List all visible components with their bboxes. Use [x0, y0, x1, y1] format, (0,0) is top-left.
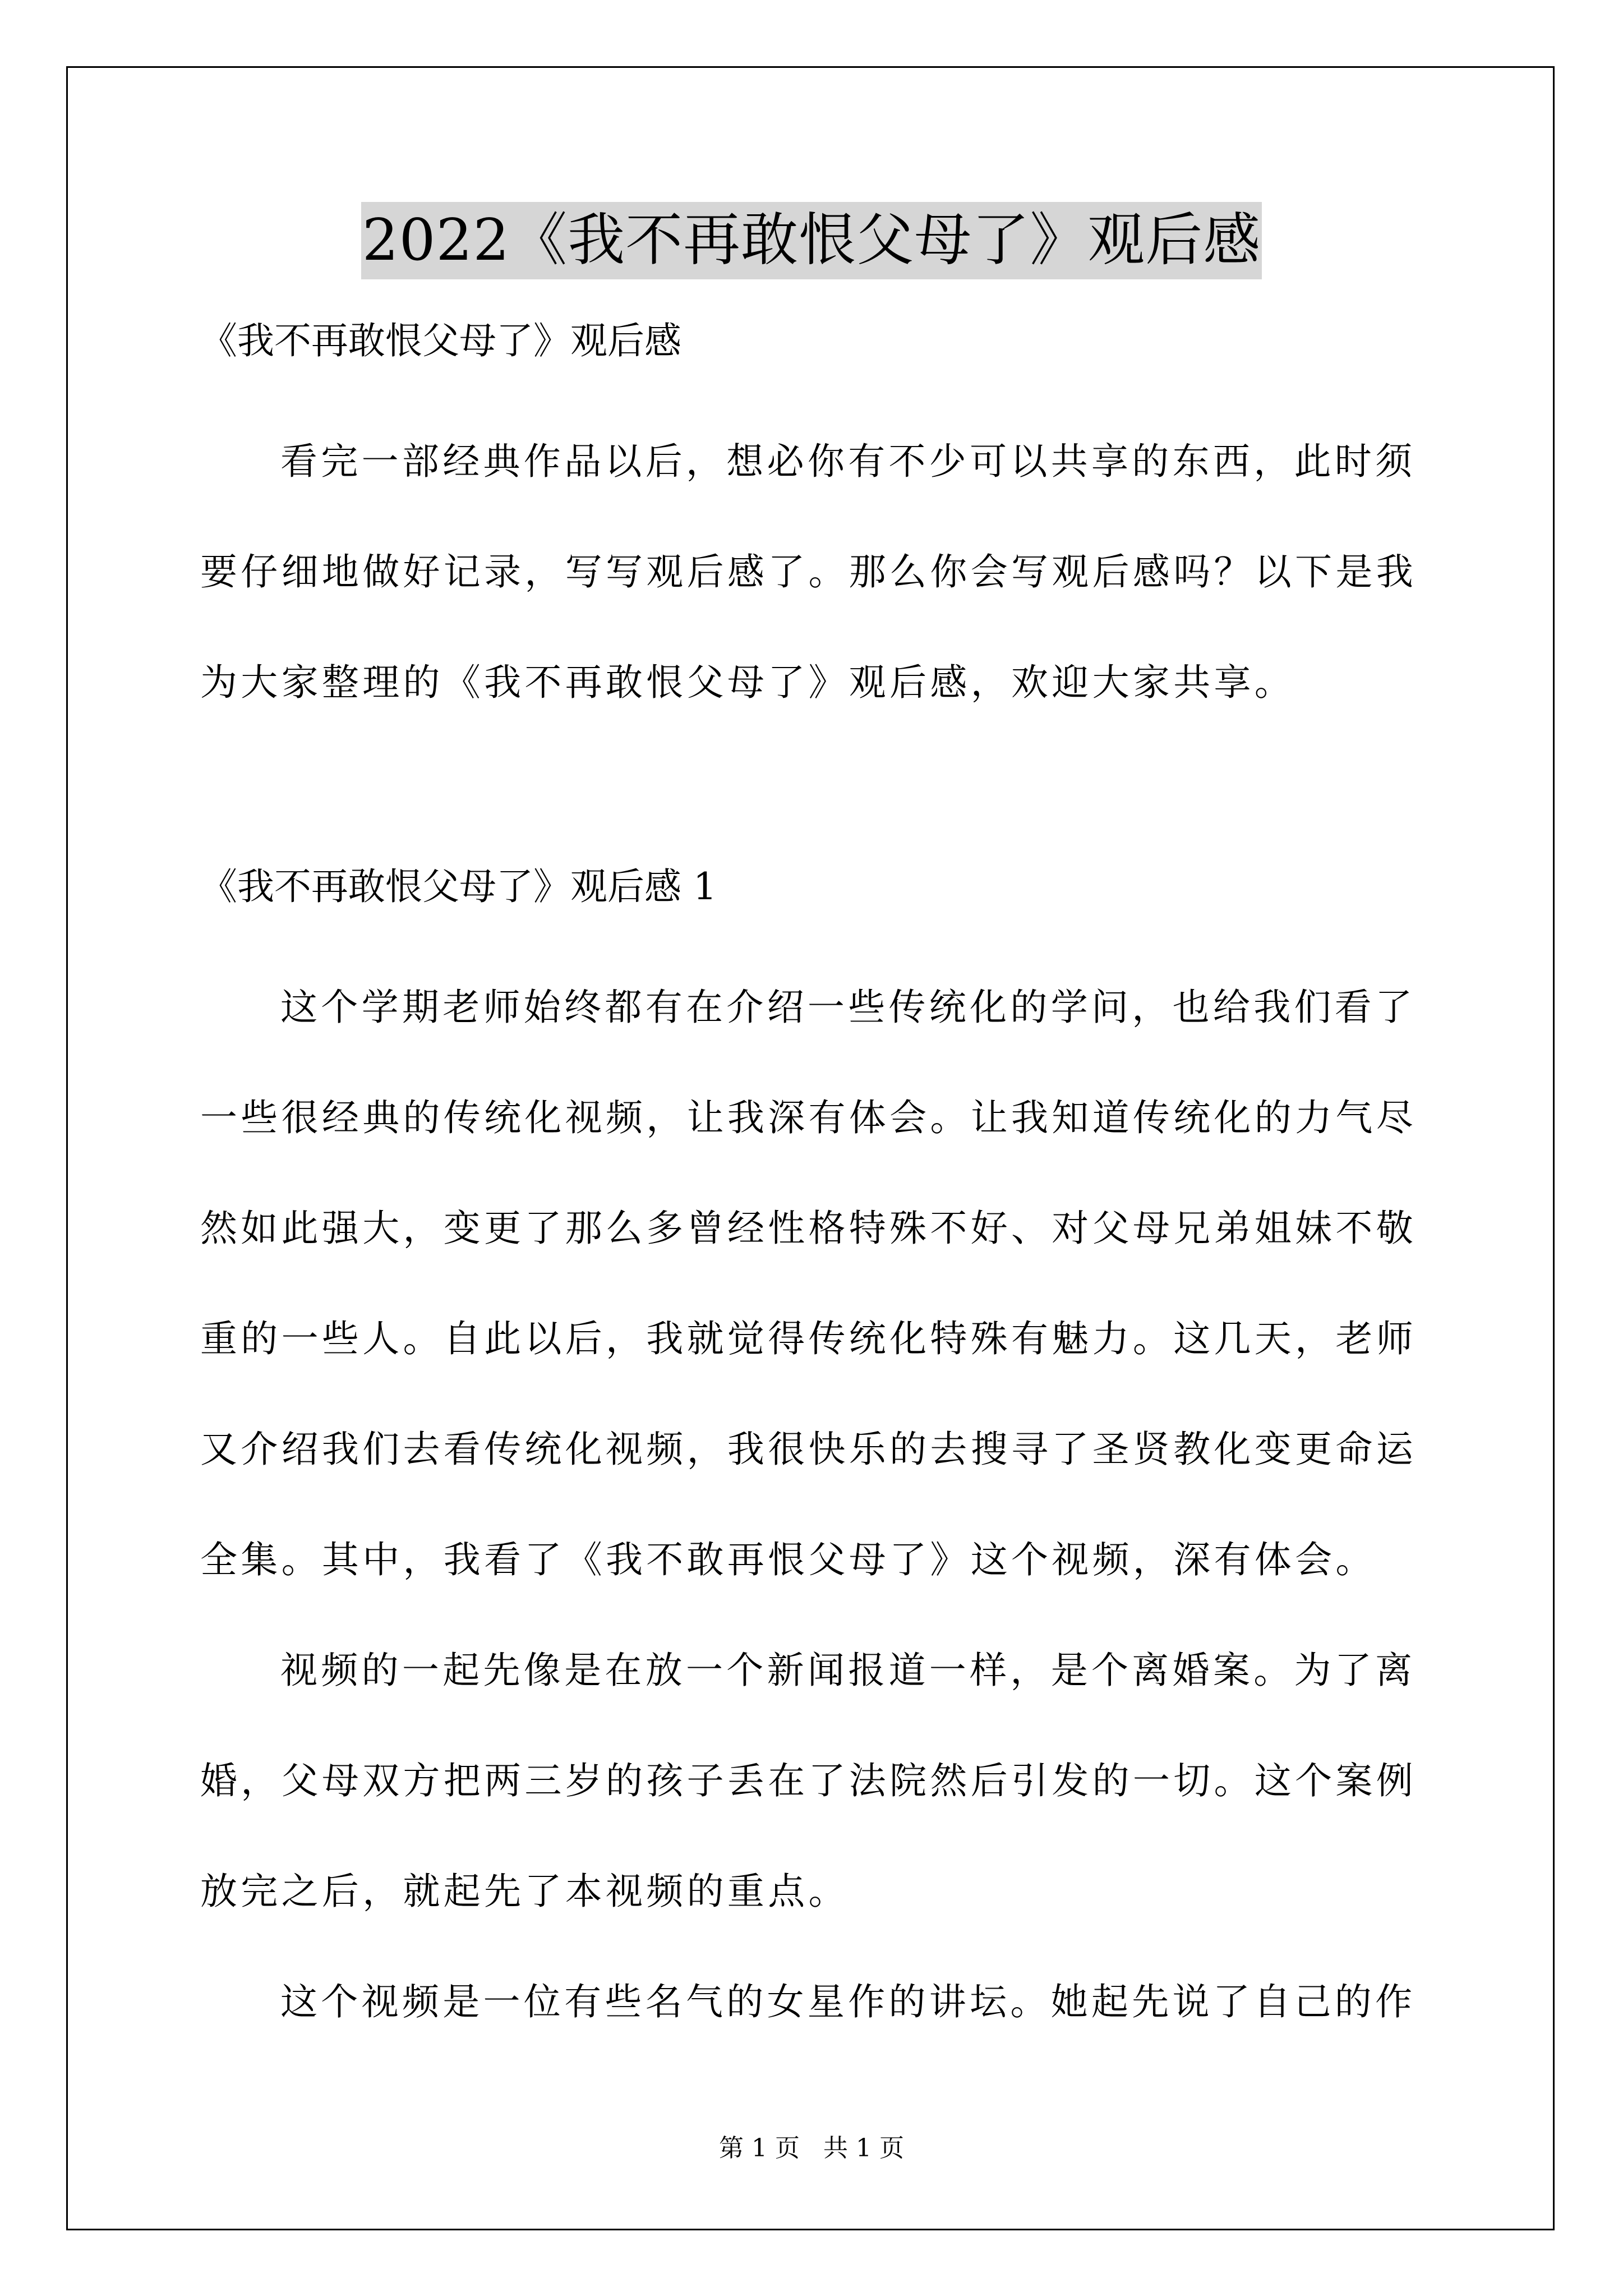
- paragraph-line: 一些很经典的传统化视频，让我深有体会。让我知道传统化的力气尽: [200, 1096, 1417, 1139]
- spacer: [200, 924, 1428, 952]
- paragraph-line: 放完之后，就起先了本视频的重点。: [200, 1870, 849, 1913]
- title-container: [0, 202, 1623, 279]
- paragraph-line: 视频的一起先像是在放一个新闻报道一样，是个离婚案。为了离: [280, 1649, 1416, 1692]
- document-subtitle: 《我不再敢恨父母了》观后感: [200, 319, 681, 362]
- page-footer: 第 1 页 共 1 页: [719, 2134, 904, 2162]
- paragraph-line: 重的一些人。自此以后，我就觉得传统化特殊有魅力。这几天，老师: [200, 1317, 1417, 1360]
- paragraph-line: 然如此强大，变更了那么多曾经性格特殊不好、对父母兄弟姐妹不敬: [200, 1207, 1417, 1250]
- paragraph-line: 要仔细地做好记录，写写观后感了。那么你会写观后感吗？以下是我: [200, 550, 1417, 593]
- spacer: [200, 738, 1428, 850]
- paragraph-line: 全集。其中，我看了《我不敢再恨父母了》这个视频，深有体会。: [200, 1538, 1376, 1581]
- paragraph-line: 为大家整理的《我不再敢恨父母了》观后感，欢迎大家共享。: [200, 661, 1295, 704]
- document-body: [200, 304, 1428, 2057]
- document-title: 2022《我不再敢恨父母了》观后感: [361, 202, 1262, 279]
- paragraph-line: 这个视频是一位有些名气的女星作的讲坛。她起先说了自己的作: [280, 1980, 1416, 2023]
- paragraph-line: 婚，父母双方把两三岁的孩子丢在了法院然后引发的一切。这个案例: [200, 1759, 1417, 1802]
- spacer: [200, 378, 1428, 406]
- paragraph-line: 看完一部经典作品以后，想必你有不少可以共享的东西，此时须: [280, 440, 1416, 483]
- paragraph-line: 又介绍我们去看传统化视频，我很快乐的去搜寻了圣贤教化变更命运: [200, 1428, 1417, 1471]
- paragraph-line: 这个学期老师始终都有在介绍一些传统化的学问，也给我们看了: [280, 986, 1416, 1029]
- section-heading: 《我不再敢恨父母了》观后感 1: [200, 865, 717, 908]
